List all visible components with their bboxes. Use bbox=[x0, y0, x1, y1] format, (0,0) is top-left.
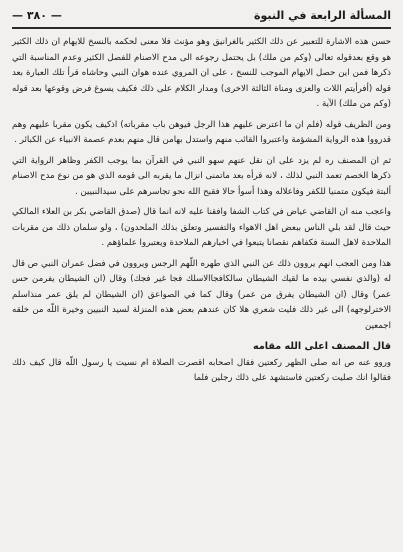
section-heading: قال المصنف اعلى الله مقامه bbox=[253, 341, 391, 352]
header-rule bbox=[12, 27, 391, 29]
paragraph: هذا ومن العجب انهم يروون ذلك عن النبي الذي طهره اللّهم الرجس ويروون في فضل عمران النبي ص قال له (والذي نفسي بيده ما لقيك الشيطان سالكافجاالاسلك فجا غير فجك) وقال (ان الشيطان يفرمن حس عمر) وقال (ان الشيطان يفرق من عمر) وقال كما في الصواعق (ان الشيطان لم يلق عمر منذاسلم الاخترلوجهه) الى غير ذلك فليت شعري هلا كان عندهم بعض هذه المنزلة لسيد النبيين وخيرة اللّه من خلقه اجمعين bbox=[12, 258, 391, 331]
page-body bbox=[12, 35, 391, 387]
paragraph: وروو عنه ص انه صلى الظهر ركعتين فقال اصحابه اقصرت الصلاة ام نسيت يا رسول اللّه قال كيف ذلك فقالوا انك صليت ركعتين فاستشهد على ذلك رجلين فلما bbox=[12, 357, 391, 383]
paragraph: حسن هذه الاشارة للتعبير عن ذلك الكثير بالغرانيق وهو مؤنث فلا معنى لحكمه بالنسخ للايهام ان ذلك الكثير هو وقع بعدقوله تعالى (وكم من ملك) بل يحتمل رجوعه الى مدح الاصنام للفصل الكثير وعدم المناسبة التي ذكرها فمن اين حصل الايهام الموجب للنسخ ، على ان المروي عنده هوان النبي وحاشاه قرأ تلك العبارة بعد قوله (أفرأيتم اللات والعزى ومناة الثالثة الاخرى) ومدار الكلام على ذلك فكيف يسوغ فرض وقوعها بعد قوله (وكم من ملك) الآية . bbox=[12, 37, 391, 109]
page-header bbox=[12, 6, 391, 24]
paragraph: واعجب منه ان القاضي عياض في كتاب الشفا وافقنا عليه لانه انما قال (صدق القاضي بكر بن العلاء المالكي حيث قال لقد بلي الناس ببعض اهل الاهواء والتفسير وتعلق بذلك الملحدون) ، ولو سلمان ذلك من مقربات الملاحدة لاهل السنة فكفاهم نقصانا يتبعوا في اخبارهم الملاحدة ويعتبروا علماؤهم . bbox=[12, 207, 391, 248]
page-number: — ٣٨٠ — bbox=[12, 8, 62, 22]
paragraph: ومن الظريف قوله (فلم ان ما اعترض عليهم هذا الرجل فيوهن باب مقرباته) اذكيف يكون مقربا عليهم وهم قدرووا هذه الرواية المشؤمة واعتبروا القائب منهم واستدل بهامن قال منهم بعدم عصمة الانبياء عن الكبائر . bbox=[12, 119, 391, 145]
paragraph: ثم ان المصنف ره لم يزد على ان نقل عنهم سهو النبي في القرآن بما يوجب الكفر وظاهر الرواية التي ذكرها الخصم تعمد النبي لذلك ، لانه قرأه بعد ماتمنى انزال ما يقربه الى قومه الذي هو من نوع مدح الاصنام ألبتة فيكون متمنيا للكفر وفاعلاله وهذا أسوأ حالا فقبح الله نحو تجاسرهم على سيدالنبيين . bbox=[12, 155, 391, 197]
running-title: المسألة الرابعة في النبوة bbox=[253, 8, 391, 22]
